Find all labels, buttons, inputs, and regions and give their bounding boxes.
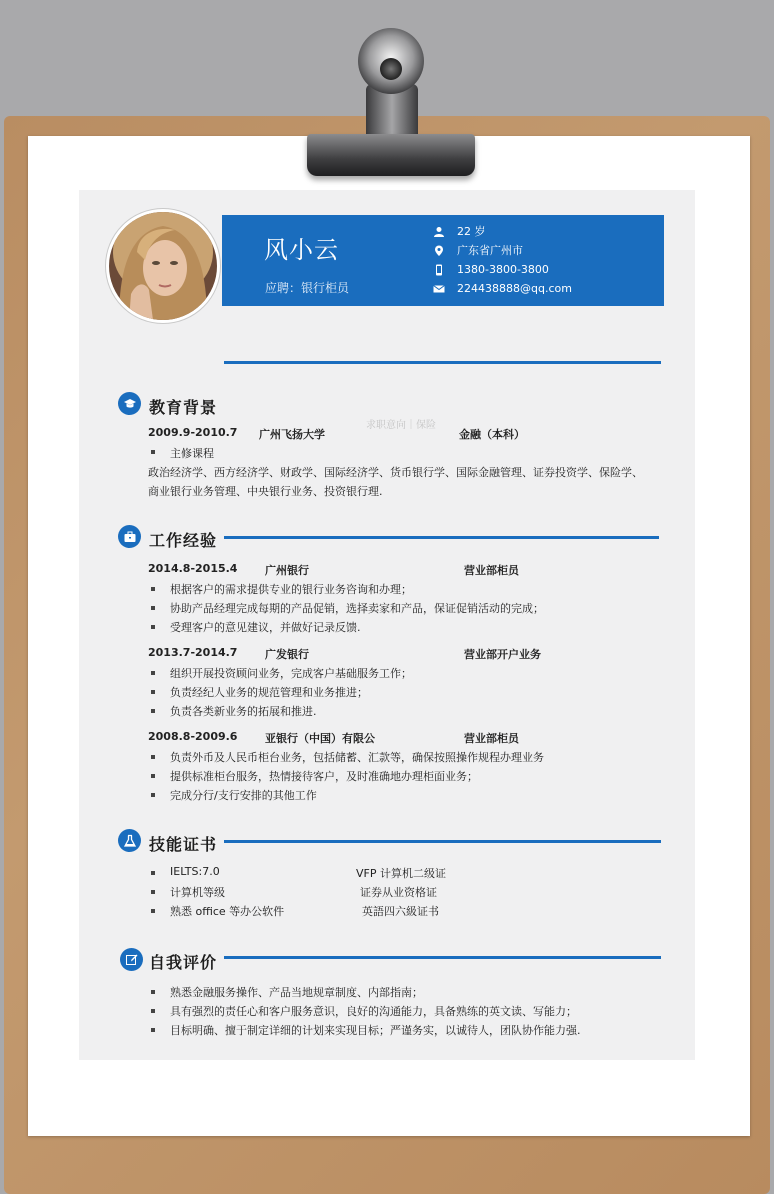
- bullet: [151, 990, 155, 994]
- skill-left-1: IELTS:7.0: [170, 865, 220, 878]
- job-2-duty-2: 负责经纪人业务的规范管理和业务推进；: [170, 686, 368, 699]
- info-location: [433, 243, 523, 259]
- job-2-company: 广发银行: [265, 648, 309, 661]
- portrait-image: [109, 212, 217, 320]
- job-1-duty-3: 受理客户的意见建议，并做好记录反馈.: [170, 621, 361, 634]
- bullet: [151, 755, 155, 759]
- self-item-1: 熟悉金融服务操作、产品当地规章制度、内部指南；: [170, 986, 423, 999]
- job-1-duty-1: 根据客户的需求提供专业的银行业务咨询和办理；: [170, 583, 412, 596]
- phone-text: 1380-3800-3800: [457, 263, 549, 276]
- person-icon: [433, 226, 445, 238]
- bullet: [151, 793, 155, 797]
- job-2-period: 2013.7-2014.7: [148, 646, 238, 659]
- work-divider: [224, 536, 659, 539]
- flask-icon: [123, 834, 137, 848]
- pencil-icon: [125, 953, 139, 967]
- skill-left-2: 计算机等级: [170, 886, 225, 899]
- clip-base: [307, 134, 475, 176]
- bullet: [151, 709, 155, 713]
- header-divider: [224, 361, 661, 364]
- candidate-name: 风小云: [264, 236, 339, 264]
- skill-right-3: 英語四六級证书: [362, 905, 439, 918]
- info-phone: [433, 262, 549, 278]
- skills-title: 技能证书: [149, 835, 218, 854]
- bullet: [151, 890, 155, 894]
- bullet: [151, 606, 155, 610]
- applying-position: 应聘：银行柜员: [265, 281, 350, 295]
- work-section-icon: [118, 525, 141, 548]
- self-item-2: 具有强烈的责任心和客户服务意识，良好的沟通能力，具备熟练的英文读、写能力；: [170, 1005, 577, 1018]
- email-text[interactable]: 224438888@qq.com: [457, 282, 572, 295]
- edu-period: 2009.9-2010.7: [148, 426, 238, 439]
- skill-right-1: VFP 计算机二级证: [356, 867, 446, 880]
- job-3-period: 2008.8-2009.6: [148, 730, 238, 743]
- skills-section-icon: [118, 829, 141, 852]
- job-3-company: 亚银行（中国）有限公: [265, 732, 375, 745]
- bullet: [151, 690, 155, 694]
- skill-left-3: 熟悉 office 等办公软件: [170, 905, 285, 918]
- job-2-duty-1: 组织开展投资顾问业务，完成客户基础服务工作；: [170, 667, 412, 680]
- info-email: [433, 281, 572, 297]
- bullet: [151, 871, 155, 875]
- skills-divider: [224, 840, 661, 843]
- phone-icon: [433, 264, 445, 276]
- age-text: 22 岁: [457, 225, 486, 238]
- skill-right-2: 证券从业资格证: [360, 886, 437, 899]
- job-1-position: 营业部柜员: [464, 564, 519, 577]
- bullet: [151, 1009, 155, 1013]
- avatar: [106, 209, 220, 323]
- self-title: 自我评价: [149, 953, 218, 972]
- job-1-period: 2014.8-2015.4: [148, 562, 238, 575]
- self-item-3: 目标明确、擅于制定详细的计划来实现目标；严谨务实，以诚待人，团队协作能力强.: [170, 1024, 581, 1037]
- bullet: [151, 450, 155, 454]
- job-2-duty-3: 负责各类新业务的拓展和推进.: [170, 705, 317, 718]
- edu-school: 广州飞扬大学: [259, 428, 325, 441]
- self-section-icon: [120, 948, 143, 971]
- job-3-duty-1: 负责外币及人民币柜台业务，包括储蓄、汇款等，确保按照操作规程办理业务: [170, 751, 544, 764]
- envelope-icon: [433, 283, 445, 295]
- bullet: [151, 625, 155, 629]
- job-3-position: 营业部柜员: [464, 732, 519, 745]
- bullet: [151, 1028, 155, 1032]
- location-pin-icon: [433, 245, 445, 257]
- edu-major: 金融（本科）: [459, 428, 525, 441]
- education-title: 教育背景: [149, 398, 218, 417]
- bullet: [151, 587, 155, 591]
- info-age: [433, 224, 486, 240]
- briefcase-icon: [123, 530, 137, 544]
- self-divider: [224, 956, 661, 959]
- graduation-cap-icon: [123, 397, 137, 411]
- courses-line-2: 商业银行业务管理、中央银行业务、投资银行理.: [148, 485, 383, 498]
- bullet: [151, 909, 155, 913]
- bullet: [151, 774, 155, 778]
- bullet: [151, 671, 155, 675]
- job-2-position: 营业部开户业务: [464, 648, 541, 661]
- watermark-text: 求职意向｜保险: [366, 420, 436, 431]
- education-section-icon: [118, 392, 141, 415]
- courses-line-1: 政治经济学、西方经济学、财政学、国际经济学、货币银行学、国际金融管理、证券投资学、保险学、: [148, 466, 643, 479]
- job-1-duty-2: 协助产品经理完成每期的产品促销，选择卖家和产品，保证促销活动的完成；: [170, 602, 544, 615]
- course-label: 主修课程: [170, 447, 214, 460]
- clip-hole: [380, 58, 402, 80]
- location-text: 广东省广州市: [457, 244, 523, 257]
- job-1-company: 广州银行: [265, 564, 309, 577]
- job-3-duty-3: 完成分行/支行安排的其他工作: [170, 789, 317, 802]
- job-3-duty-2: 提供标准柜台服务，热情接待客户，及时准确地办理柜面业务；: [170, 770, 478, 783]
- work-title: 工作经验: [149, 531, 218, 550]
